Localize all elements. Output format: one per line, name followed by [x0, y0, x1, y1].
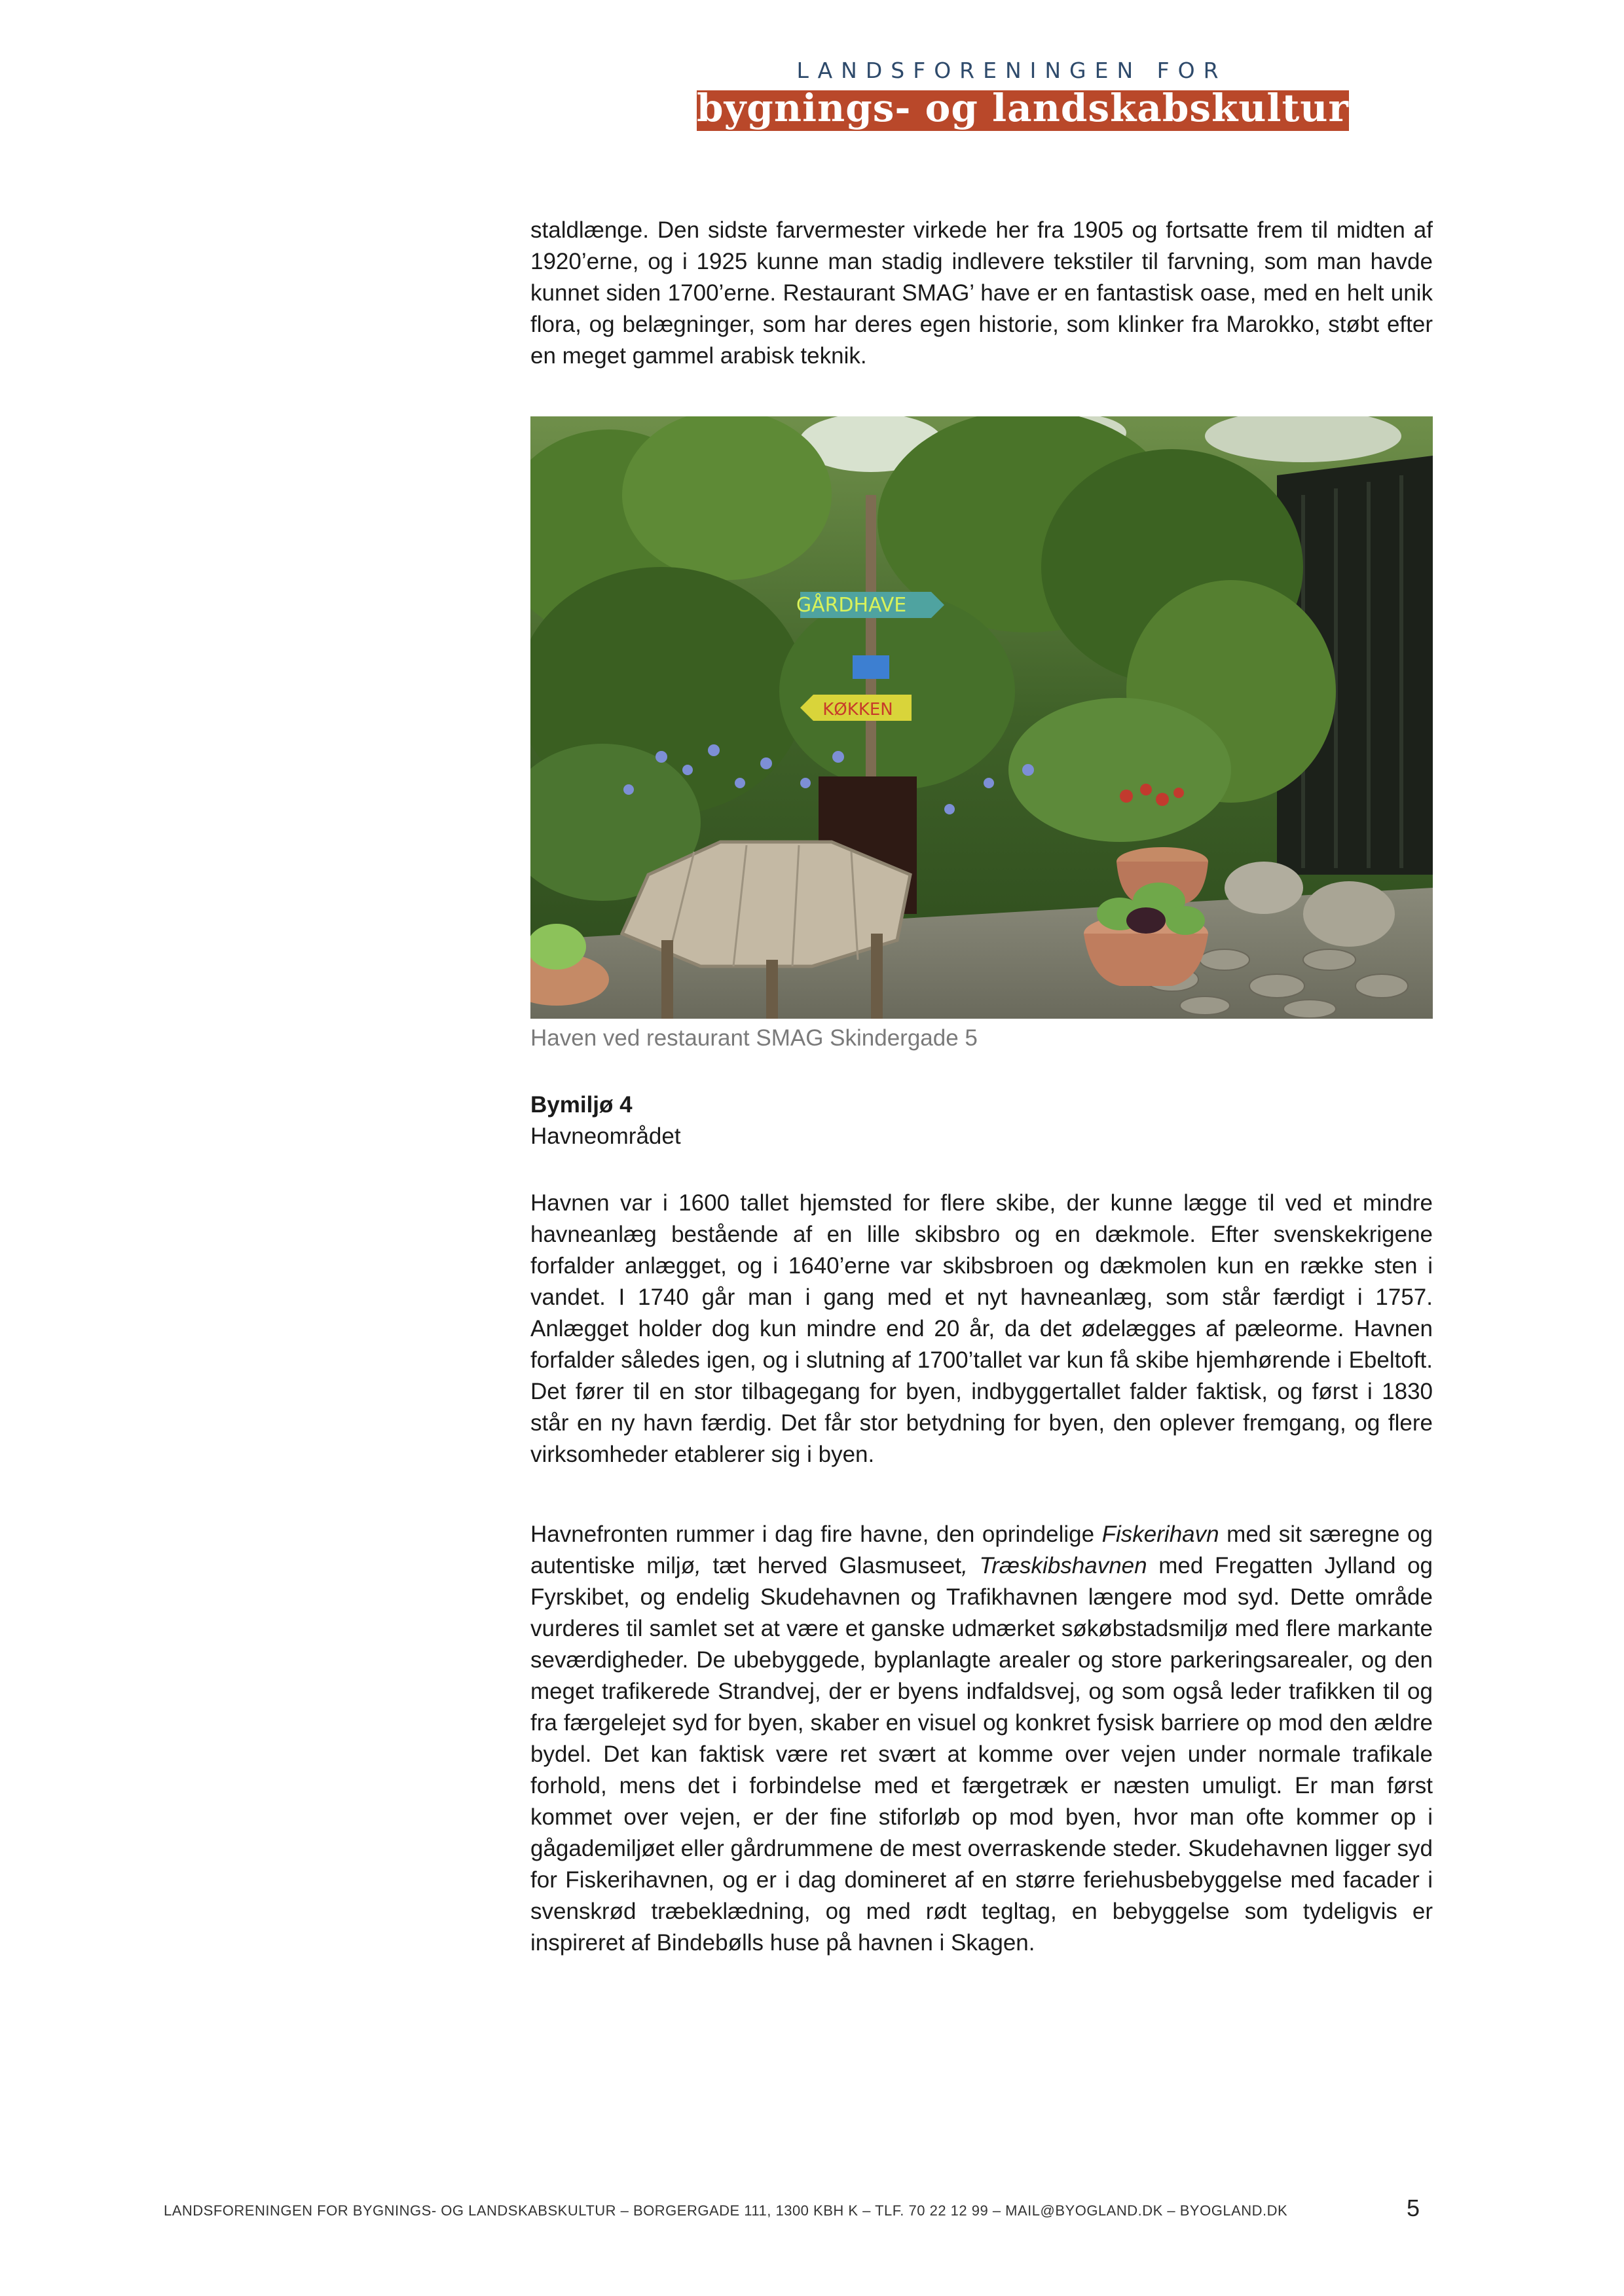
text-run: med sit særegne og autentiske miljø: [530, 1522, 1433, 1578]
emphasis-comma: ,: [695, 1553, 701, 1578]
section-subtitle: Havneområdet: [530, 1123, 681, 1149]
text-run: med Fregatten Jylland og Fyrskibet, og endelig Skudehavnen og Trafikhavnen længere mod syd. Dette område vurderes til samlet set at være et ganske udmærket søkøbstadsmiljø med flere markante seværdigheder. De ubebyggede, byplanlagte arealer og store parkeringsarealer, og den meget trafikerede Strandvej, der er byens indfaldsvej, og som også leder trafikken til og fra færgelejet syd for byen, skaber en visuel og konkret fysisk barriere op mod den ældre bydel. Det kan faktisk være ret svært at komme over vejen under normale trafikale forhold, mens det i forbindelse med et færgetræk er næsten umuligt. Er man først kommet over vejen, er der fine stiforløb op mod byen, hvor man ofte kommer op i gågademiljøet eller gårdrummene de mest overraskende steder. Skudehavnen ligger syd for Fiskerihavnen, og er i dag domineret af en større feriehusbebyggelse med facader i svenskrød træbeklædning, og med rødt tegltag, en bebyggelse som tydeligvis er inspireret af Bindebølls huse på havnen i Skagen.: [530, 1553, 1433, 1956]
intro-paragraph: [530, 215, 1433, 372]
intro-text: staldlænge. Den sidste farvermester virkede her fra 1905 og fortsatte frem til midten af 1920’erne, og i 1925 kunne man stadig indlevere tekstiler til farvning, som man havde kunnet siden 1700’erne. Restaurant SMAG’ have er en fantastisk oase, med en helt unik flora, og belægninger, som har deres egen historie, som klinker fra Marokko, støbt efter en meget gammel arabisk teknik.: [530, 217, 1433, 369]
sign-gardhave: GÅRDHAVE: [796, 594, 907, 617]
page-number: 5: [1407, 2195, 1420, 2221]
garden-photo: [530, 416, 1433, 1019]
emphasis-fiskerihavn: Fiskerihavn: [1101, 1522, 1219, 1547]
paragraph-harbour-history: [530, 1188, 1433, 1470]
section-title: Bymiljø 4: [530, 1092, 633, 1118]
paragraph-harbour-front: [530, 1519, 1433, 1959]
photo-caption: Haven ved restaurant SMAG Skindergade 5: [530, 1025, 978, 1051]
org-line: LANDSFORENINGEN FOR: [796, 58, 1227, 83]
text-run: Havnefronten rummer i dag fire havne, den oprindelige: [530, 1522, 1102, 1547]
emphasis-traeskibshavnen: , Træskibshavnen: [961, 1553, 1147, 1578]
paragraph-text: [530, 1519, 1433, 1959]
paragraph-text: Havnen var i 1600 tallet hjemsted for flere skibe, der kunne lægge til ved et mindre havneanlæg bestående af en lille skibsbro og en dækmole. Efter svenskekrigene forfalder anlægget, og i 1640’erne var skibsbroen og dækmolen kun en række sten i vandet. I 1740 går man i gang med et nyt havneanlæg, som står færdigt i 1757. Anlægget holder dog kun mindre end 20 år, da det ødelægges af pæleorme. Havnen forfalder således igen, og i slutning af 1700’tallet var kun få skibe hjemhørende i Ebeltoft. Det fører til en stor tilbagegang for byen, indbyggertallet falder faktisk, og først i 1830 står en ny havn færdig. Det får stor betydning for byen, den oplever fremgang, og flere virksomheder etablerer sig i byen.: [530, 1190, 1433, 1467]
sign-kokken: KØKKEN: [822, 700, 893, 720]
footer-contact: LANDSFORENINGEN FOR BYGNINGS- OG LANDSKABSKULTUR – BORGERGADE 111, 1300 KBH K – TLF. 70 22 12 99 – MAIL@BYOGLAND.DK – BYOGLAND.DK: [164, 2202, 1288, 2219]
text-run: tæt herved Glasmuseet: [701, 1553, 962, 1578]
brand-band: bygnings- og landskabskultur: [697, 90, 1349, 130]
